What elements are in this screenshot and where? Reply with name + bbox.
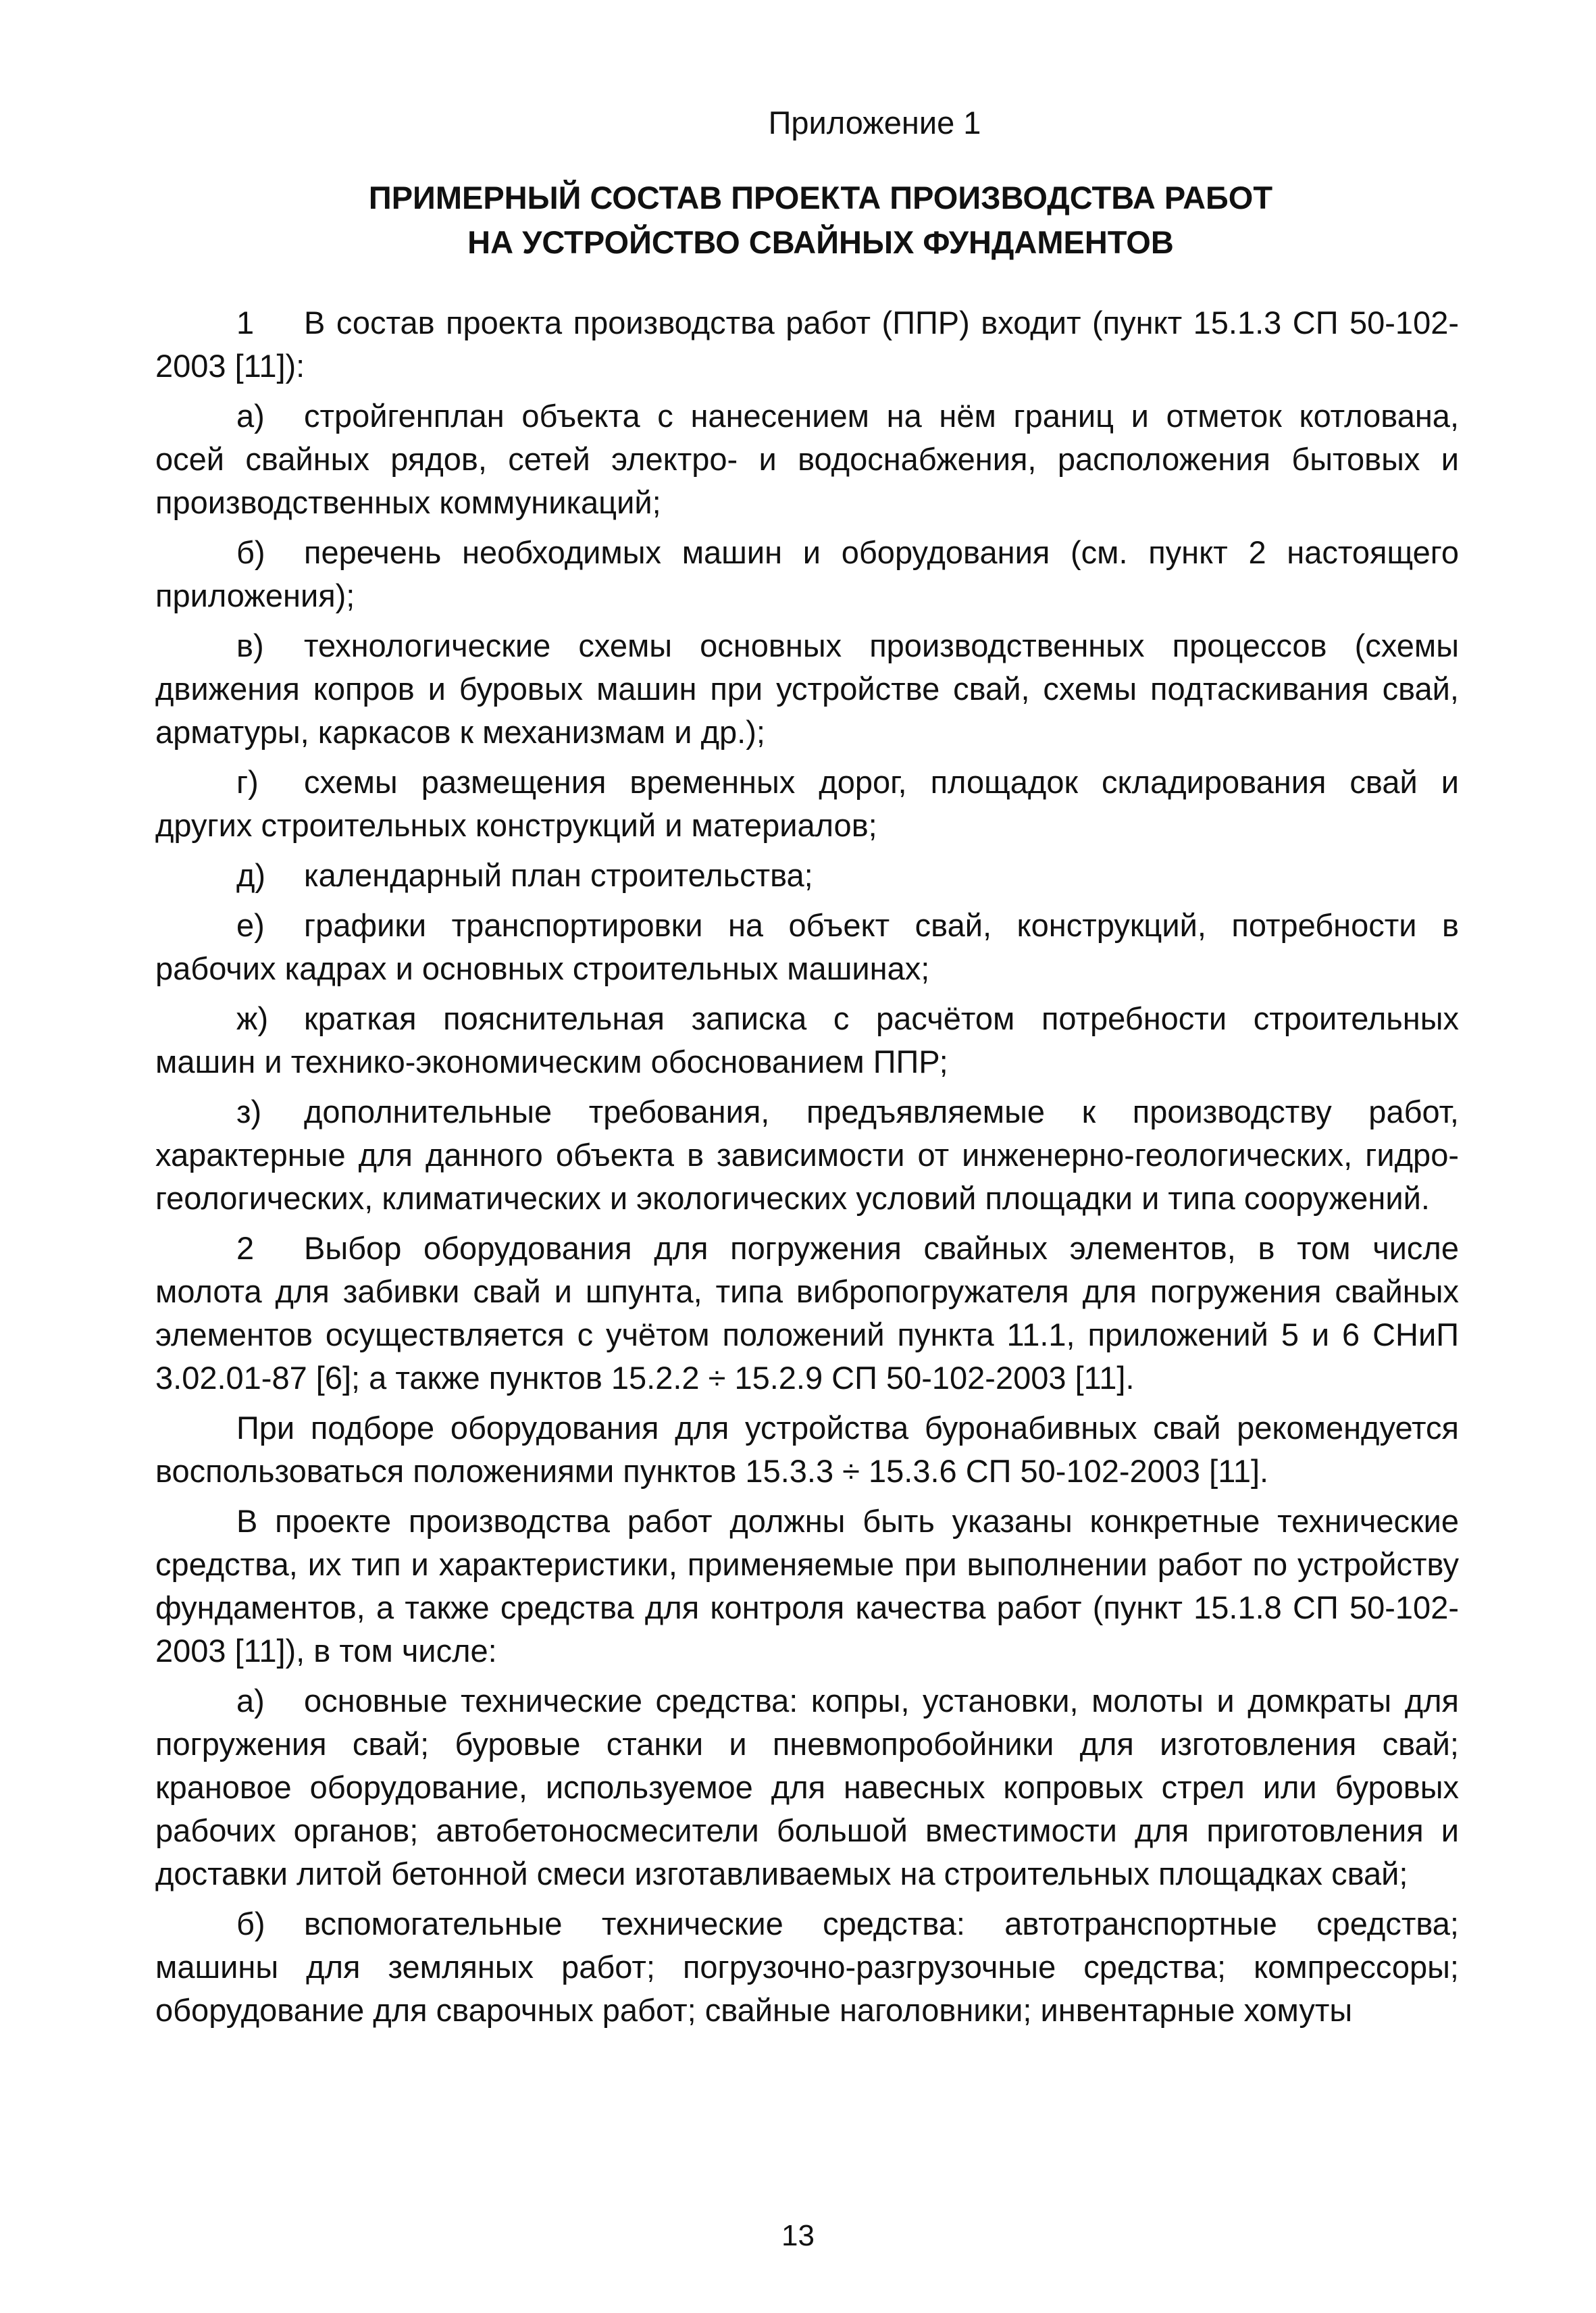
page-number: 13 xyxy=(781,2219,815,2252)
title-line-1: ПРИМЕРНЫЙ СОСТАВ ПРОЕКТА ПРОИЗВОДСТВА РАБОТ xyxy=(368,180,1273,215)
list-item-text: технологические схемы основных производственных процессов (схемы движения копров и буровых машин при устройстве свай, схемы подтаскивания свай, арматуры, каркасов к механизмам и др.); xyxy=(155,628,1459,750)
list-item-text: перечень необходимых машин и оборудования (см. пункт 2 настоящего приложения); xyxy=(155,534,1459,613)
paragraph-text: В состав проекта производства работ (ППР) входит (пункт 15.1.3 СП 50-102-2003 [11]): xyxy=(155,305,1459,384)
item-marker: б) xyxy=(236,1906,265,1941)
item-marker: е) xyxy=(236,907,265,943)
paragraph-2 xyxy=(155,1227,1459,1400)
item-marker: д) xyxy=(236,857,266,893)
paragraph-3: При подборе оборудования для устройства буронабивных свай рекомендуется воспользоваться положениями пунктов 15.3.3 ÷ 15.3.6 СП 50-102-2003 [11]. xyxy=(155,1410,1459,1489)
list-item-text: календарный план строительства; xyxy=(304,857,813,893)
item-marker: 1 xyxy=(236,305,255,340)
item-marker: в) xyxy=(236,628,264,663)
list-item-1a xyxy=(155,395,1459,524)
list-item-text: схемы размещения временных дорог, площадок складирования свай и других строительных конструкций и материалов; xyxy=(155,764,1459,843)
list-item-1b xyxy=(155,531,1459,617)
document-page xyxy=(155,101,1459,2039)
item-marker: з) xyxy=(236,1094,262,1129)
list-item-1e xyxy=(155,854,1459,897)
list-item-1f xyxy=(155,904,1459,990)
list-item-text: графики транспортировки на объект свай, конструкций, потребности в рабочих кадрах и основных строительных машинах; xyxy=(155,907,1459,986)
appendix-label: Приложение 1 xyxy=(768,105,981,141)
list-item-1d xyxy=(155,761,1459,847)
list-item-text: краткая пояснительная записка с расчётом потребности строительных машин и технико-экономическим обоснованием ППР; xyxy=(155,1000,1459,1079)
list-item-1h xyxy=(155,1090,1459,1220)
title-line-2: НА УСТРОЙСТВО СВАЙНЫХ ФУНДАМЕНТОВ xyxy=(467,224,1174,260)
list-item-text: стройгенплан объекта с нанесением на нём границ и отметок котлована, осей свайных рядов, сетей электро- и водоснабжения, расположения бытовых и производственных коммуникаций; xyxy=(155,398,1459,520)
paragraph-text: Выбор оборудования для погружения свайных элементов, в том числе молота для забивки свай и шпунта, типа вибропогружателя для погружения свайных элементов осуществляется с учётом положений пункта 11.1, приложений 5 и 6 СНиП 3.02.01-87 [6]; а также пунктов 15.2.2 ÷ 15.2.9 СП 50-102-2003 [11]. xyxy=(155,1230,1459,1396)
list-item-text: основные технические средства: копры, установки, молоты и домкраты для погружения свай; буровые станки и пневмопробойники для изготовления свай; крановое оборудование, используемое для навесных копровых стрел или буровых рабочих органов; автобетоносмесители большой вместимости для приготовления и доставки литой бетонной смеси изготавливаемых на строительных площадках свай; xyxy=(155,1683,1459,1891)
list-item-text: дополнительные требования, предъявляемые к производству работ, характерные для данного объекта в зависимости от инженерно-геологических, гидро-геологических, климатических и экологических условий площадки и типа сооружений. xyxy=(155,1094,1459,1216)
document-title xyxy=(182,176,1459,265)
paragraph-4: В проекте производства работ должны быть указаны конкретные технические средства, их тип и характеристики, применяемые при выполнении работ по устройству фундаментов, а также средства для контроля качества работ (пункт 15.1.8 СП 50-102-2003 [11]), в том числе: xyxy=(155,1503,1459,1669)
item-marker: 2 xyxy=(236,1230,255,1266)
list-item-4b xyxy=(155,1902,1459,2032)
item-marker: б) xyxy=(236,534,265,570)
item-marker: а) xyxy=(236,1683,265,1719)
list-item-text: вспомогательные технические средства: автотранспортные средства; машины для земляных работ; погрузочно-разгрузочные средства; компрессоры; оборудование для сварочных работ; свайные наголовники; инвентарные хомуты xyxy=(155,1906,1459,2028)
list-item-4a xyxy=(155,1679,1459,1896)
item-marker: г) xyxy=(236,764,259,800)
item-marker: а) xyxy=(236,398,265,434)
list-item-1c xyxy=(155,624,1459,754)
paragraph-1 xyxy=(155,301,1459,388)
list-item-1g xyxy=(155,997,1459,1084)
item-marker: ж) xyxy=(236,1000,269,1036)
